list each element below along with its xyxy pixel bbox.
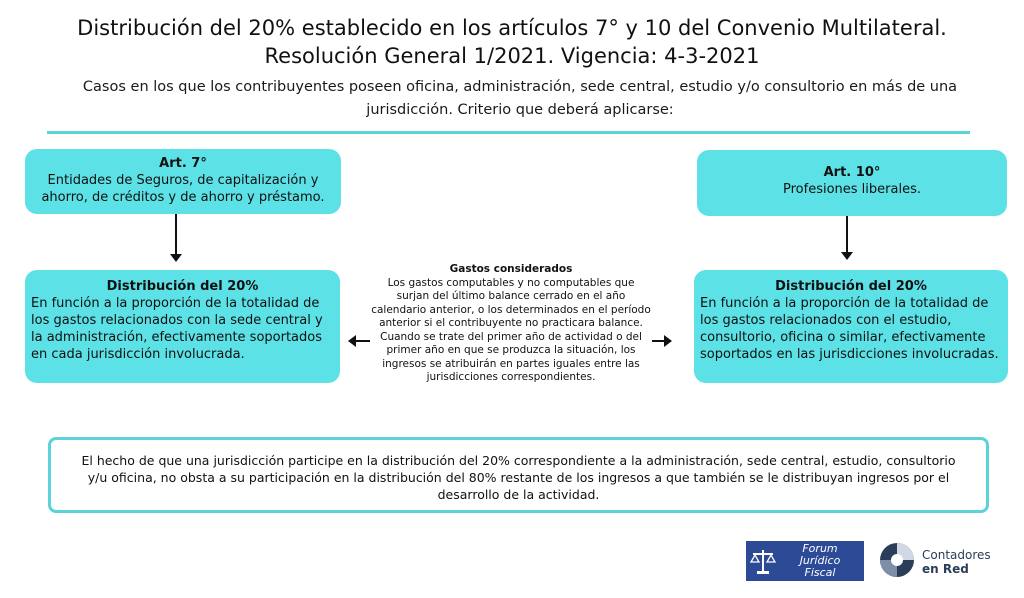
forum-juridico-fiscal-logo [746, 541, 864, 581]
contadores-en-red-logo [878, 542, 1008, 582]
considered-expenses-para-2: Cuando se trate del primer año de actividad o del primer año en que se produzca la situación, los ingresos se atribuirán en partes iguales entre las jurisdicciones correspondientes. [380, 330, 642, 383]
page-subtitle: Casos en los que los contribuyentes poseen oficina, administración, sede central, estudio y/o consultorio en más de una jurisdicción. Criterio que deberá aplicarse: [82, 79, 958, 118]
title-line-1: Distribución del 20% establecido en los artículos 7° y 10 del Convenio Multilateral. [77, 16, 947, 40]
forum-logo-line-2: Jurídico [799, 554, 841, 567]
title-line-2: Resolución General 1/2021. Vigencia: 4-3-2021 [264, 44, 760, 68]
article-10-text: Profesiones liberales. [783, 182, 921, 197]
footer-note-text: El hecho de que una jurisdicción participe en la distribución del 20% correspondiente a la administración, sede central, estudio, consultorio y/u oficina, no obsta a su participación en la distribución del 80% restante de los ingresos a que también se le distribuyan ingresos por el desarrollo de la actividad. [81, 453, 956, 502]
article-10-box [697, 150, 1007, 216]
distribution-left-box [25, 270, 340, 383]
arrow-down-left [175, 214, 177, 260]
divider-line [47, 131, 970, 134]
scales-of-justice-icon [746, 541, 780, 581]
contadores-logo-line-2: en Red [922, 562, 969, 576]
footer-note-box [48, 437, 989, 513]
article-7-text: Entidades de Seguros, de capitalización y ahorro, de créditos y de ahorro y préstamo. [41, 173, 325, 205]
arrow-left [350, 340, 370, 342]
distribution-left-title: Distribución del 20% [106, 279, 259, 294]
forum-logo-line-1: Forum [802, 542, 838, 555]
aperture-icon [878, 541, 916, 583]
article-7-box [25, 149, 341, 214]
forum-logo-line-3: Fiscal [804, 566, 836, 579]
considered-expenses-block [370, 263, 652, 385]
page-title [0, 14, 1024, 70]
distribution-right-text: En función a la proporción de la totalidad de los gastos relacionados con el estudio, consultorio, oficina o similar, efectivamente soportados en las jurisdicciones involucradas. [700, 296, 999, 362]
article-7-title: Art. 7° [159, 156, 207, 171]
contadores-logo-line-1: Contadores [922, 548, 991, 562]
distribution-right-title: Distribución del 20% [775, 279, 927, 294]
article-10-title: Art. 10° [823, 165, 881, 180]
arrow-down-right [846, 216, 848, 258]
considered-expenses-title: Gastos considerados [449, 263, 573, 275]
considered-expenses-para-1: Los gastos computables y no computables que surjan del último balance cerrado en el año calendario anterior, o los determinados en el período anterior si el contribuyente no practicara balance. [371, 276, 651, 329]
distribution-left-text: En función a la proporción de la totalidad de los gastos relacionados con la sede central y la administración, efectivamente soportados en cada jurisdicción involucrada. [31, 296, 323, 362]
arrow-right [652, 340, 670, 342]
distribution-right-box [694, 270, 1008, 383]
